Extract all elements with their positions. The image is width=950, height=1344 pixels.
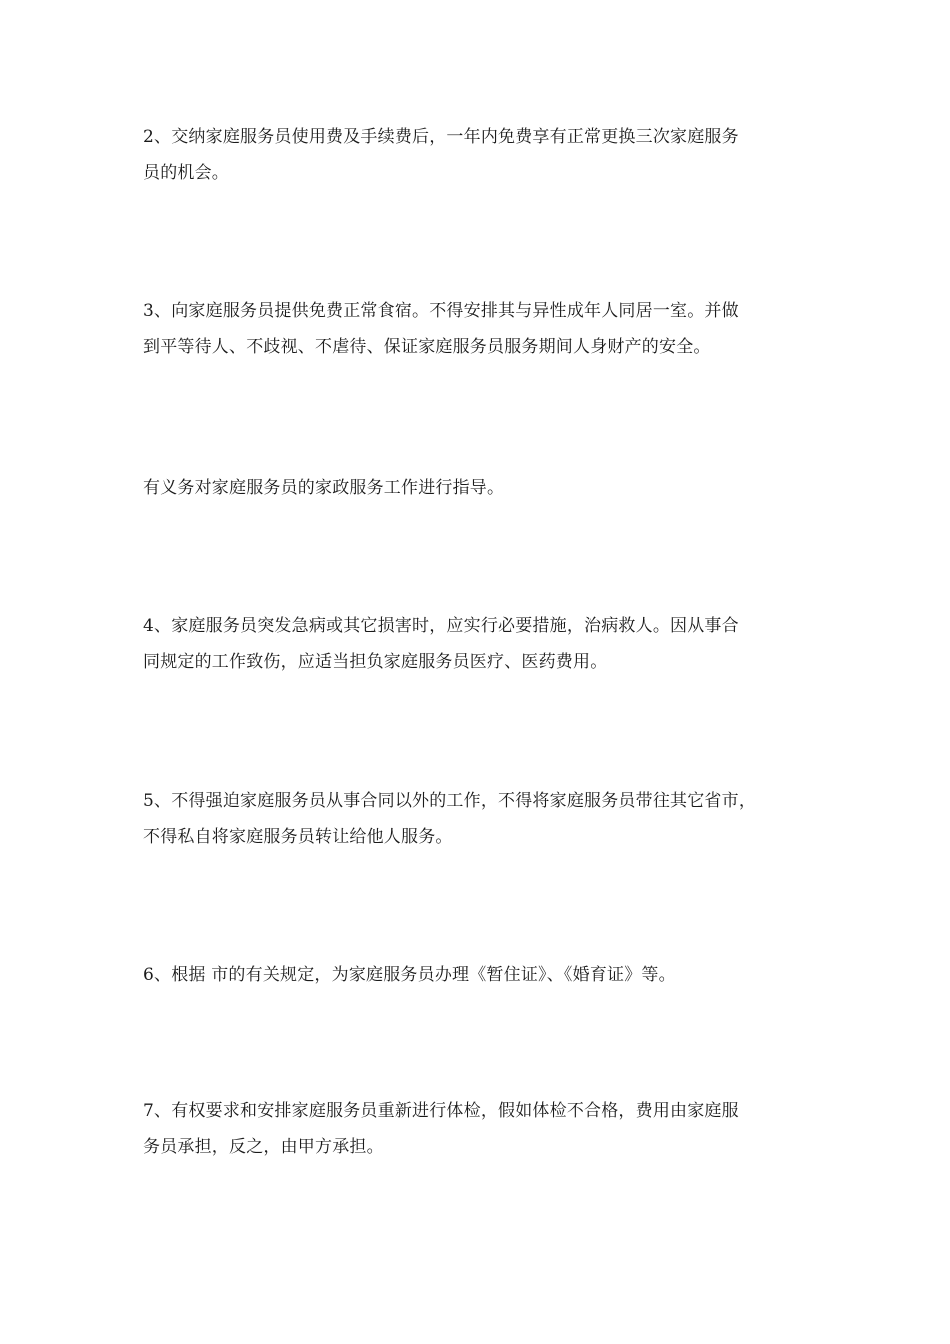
clause-2 bbox=[143, 119, 823, 191]
clause-6 bbox=[143, 957, 823, 993]
guidance-line-1: 有义务对家庭服务员的家政服务工作进行指导。 bbox=[143, 478, 505, 498]
clause-4-line-1: 4、家庭服务员突发急病或其它损害时，应实行必要措施，治病救人。因从事合 bbox=[143, 616, 739, 636]
clause-3 bbox=[143, 293, 823, 365]
clause-7 bbox=[143, 1093, 823, 1165]
clause-7-line-1: 7、有权要求和安排家庭服务员重新进行体检，假如体检不合格，费用由家庭服 bbox=[143, 1101, 739, 1121]
clause-2-line-2: 员的机会。 bbox=[143, 163, 229, 183]
clause-7-line-2: 务员承担，反之，由甲方承担。 bbox=[143, 1137, 384, 1157]
clause-3-line-1: 3、向家庭服务员提供免费正常食宿。不得安排其与异性成年人同居一室。并做 bbox=[143, 301, 739, 321]
clause-5-line-1: 5、不得强迫家庭服务员从事合同以外的工作，不得将家庭服务员带往其它省市， bbox=[143, 791, 757, 811]
clause-5-line-2: 不得私自将家庭服务员转让给他人服务。 bbox=[143, 827, 453, 847]
clause-4 bbox=[143, 608, 823, 680]
clause-4-line-2: 同规定的工作致伤，应适当担负家庭服务员医疗、医药费用。 bbox=[143, 652, 608, 672]
clause-6-line-1: 6、根据 市的有关规定，为家庭服务员办理《暂住证》、《婚育证》等。 bbox=[143, 965, 676, 985]
clause-5 bbox=[143, 783, 823, 855]
clause-2-line-1: 2、交纳家庭服务员使用费及手续费后，一年内免费享有正常更换三次家庭服务 bbox=[143, 127, 739, 147]
guidance-paragraph bbox=[143, 470, 823, 506]
clause-3-line-2: 到平等待人、不歧视、不虐待、保证家庭服务员服务期间人身财产的安全。 bbox=[143, 337, 711, 357]
